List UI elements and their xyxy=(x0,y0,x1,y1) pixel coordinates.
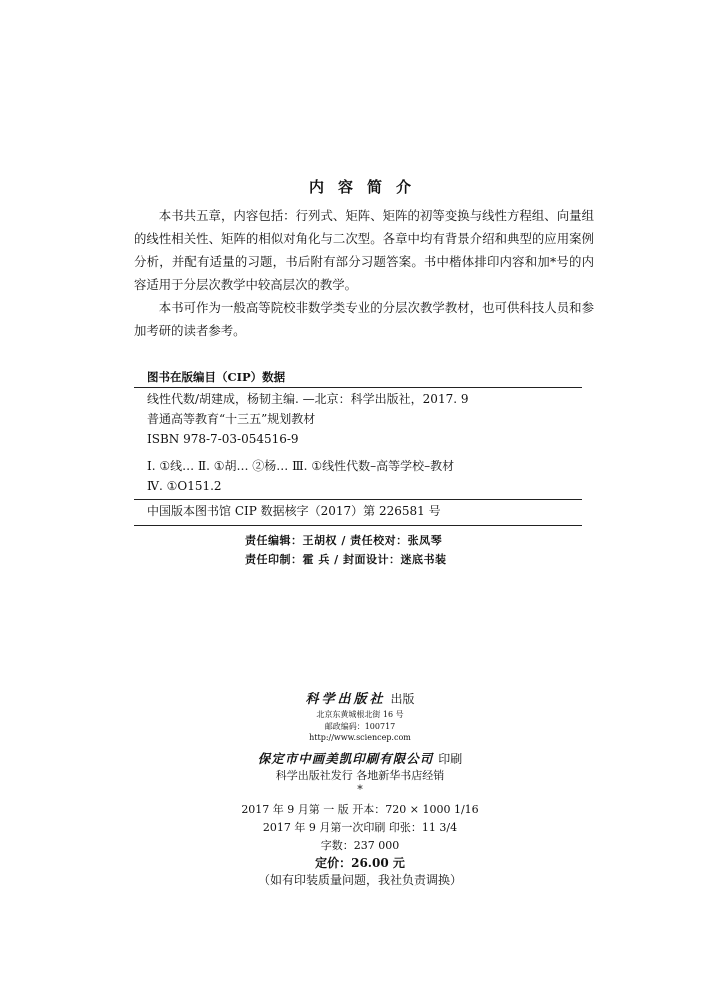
printer-name: 保定市中画美凯印刷有限公司 xyxy=(257,751,434,766)
publisher-name: 科学出版社 xyxy=(305,692,386,707)
cip-line-1: 线性代数/胡建成，杨韧主编. —北京：科学出版社，2017. 9 xyxy=(147,392,469,406)
quality-notice: （如有印装质量问题，我社负责调换） xyxy=(257,873,462,887)
cip-middle-rule xyxy=(134,499,582,500)
publisher-website: http://www.sciencep.com xyxy=(309,733,411,742)
cip-bottom-rule xyxy=(134,525,582,526)
cip-top-rule xyxy=(134,387,582,388)
credits-line-1: 责任编辑：王胡权 / 责任校对：张凤琴 xyxy=(245,534,443,547)
cip-line-2: 普通高等教育“十三五”规划教材 xyxy=(147,412,316,426)
distribution-line: 科学出版社发行 各地新华书店经销 xyxy=(275,769,445,782)
separator-star: * xyxy=(357,783,363,796)
cip-line-5: Ⅳ. ①O151.2 xyxy=(147,479,222,493)
cip-line-4: Ⅰ. ①线… Ⅱ. ①胡… ②杨… Ⅲ. ①线性代数–高等学校–教材 xyxy=(147,459,455,473)
summary-paragraph-2: 本书可作为一般高等院校非数学类专业的分层次教学教材，也可供科技人员和参加考研的读者参考。 xyxy=(134,300,594,338)
printing-line: 2017 年 9 月第一次印刷 印张：11 3/4 xyxy=(262,821,458,834)
publisher-postcode: 邮政编码：100717 xyxy=(324,722,396,731)
summary-paragraph-1: 本书共五章，内容包括：行列式、矩阵、矩阵的初等变换与线性方程组、向量组的线性相关性、矩阵的相似对角化与二次型。各章中均有背景介绍和典型的应用案例分析，并配有适量的习题，书后附有部分习题答案。书中楷体排印内容和加*号的内容适用于分层次教学中较高层次的教学。 xyxy=(134,208,594,292)
edition-line: 2017 年 9 月第 一 版 开本：720 × 1000 1/16 xyxy=(241,803,479,816)
intro-title: 内容简介 xyxy=(308,178,425,196)
cip-line-6: 中国版本图书馆 CIP 数据核字（2017）第 226581 号 xyxy=(147,504,441,518)
credits-line-2: 责任印制：霍 兵 / 封面设计：迷底书装 xyxy=(245,553,447,566)
publisher-line xyxy=(0,688,720,707)
publisher-address: 北京东黄城根北街 16 号 xyxy=(316,710,404,719)
publisher-suffix: 出版 xyxy=(390,692,415,706)
word-count: 字数：237 000 xyxy=(320,839,400,852)
price-line: 定价：26.00 元 xyxy=(315,856,405,870)
summary-text xyxy=(134,204,594,342)
cip-line-3: ISBN 978-7-03-054516-9 xyxy=(147,432,299,446)
printer-line xyxy=(0,748,720,767)
printer-suffix: 印刷 xyxy=(438,752,463,766)
cip-heading: 图书在版编目（CIP）数据 xyxy=(147,370,286,384)
